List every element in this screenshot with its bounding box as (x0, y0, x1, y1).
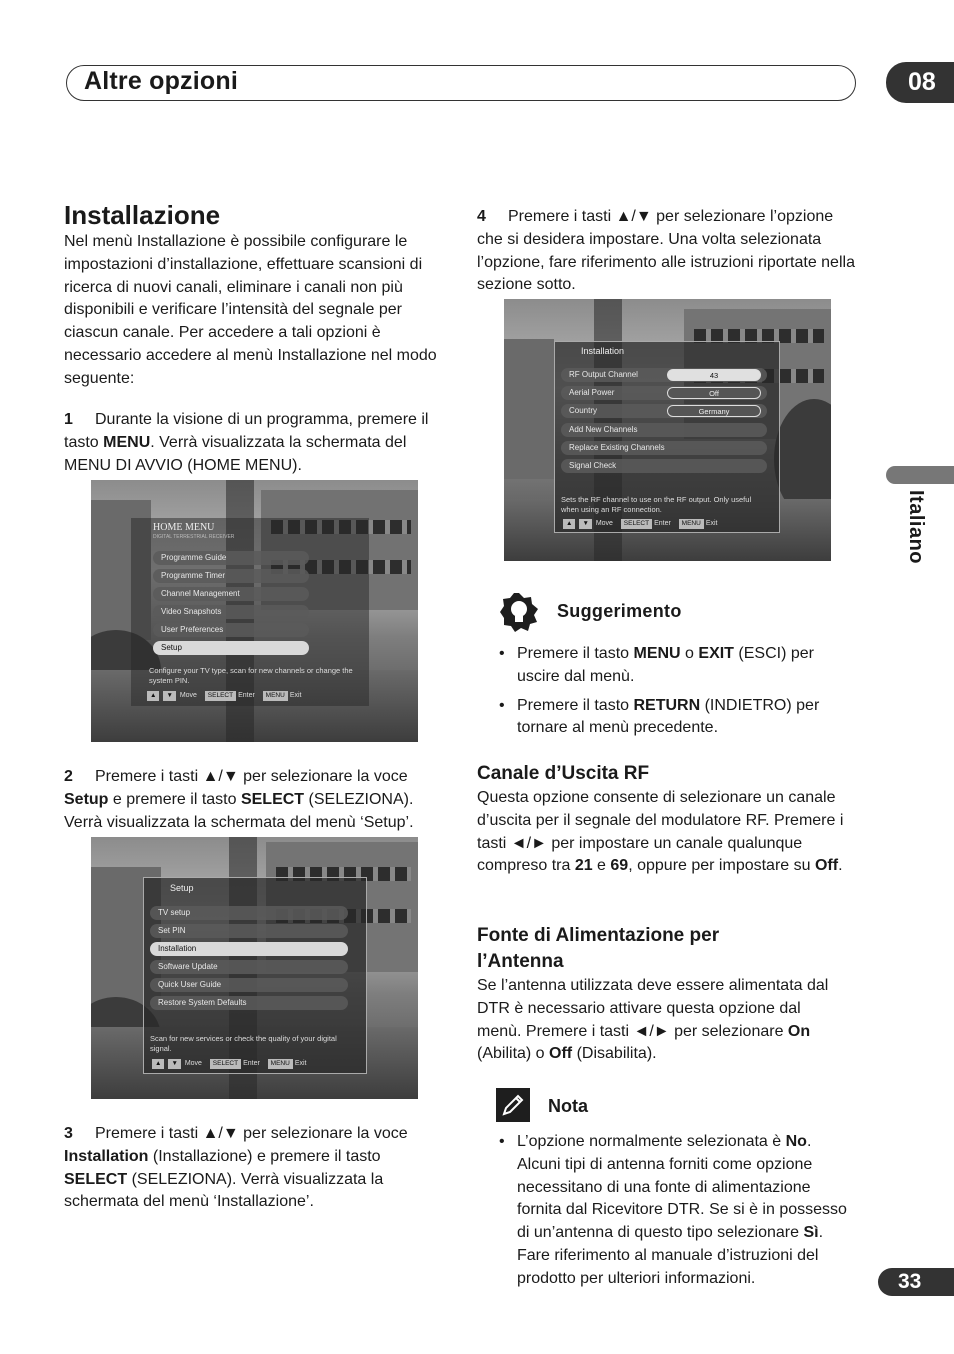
step-number: 2 (64, 768, 73, 785)
tip-text: Premere il tasto (517, 696, 634, 714)
footer-enter: Enter (654, 520, 671, 527)
menu-item[interactable]: Country (561, 404, 767, 418)
tip-text: Premere il tasto (517, 645, 634, 662)
menu-item[interactable]: Replace Existing Channels (561, 441, 767, 455)
step-text: Premere i tasti ▲/▼ per selezionare la voce (95, 768, 408, 785)
intro-paragraph (64, 231, 444, 391)
menu-title: Installation (581, 346, 625, 356)
rf-value: 21 (574, 857, 593, 875)
tip-key: RETURN (633, 696, 701, 714)
setup-menu-screenshot (91, 837, 418, 1099)
tip-title: Suggerimento (557, 601, 682, 621)
step-4 (477, 206, 857, 297)
footer-move: Move (179, 692, 197, 699)
pencil-note-icon (496, 1088, 530, 1122)
antenna-text: (Abilita) o (477, 1045, 550, 1063)
language-tab (886, 466, 954, 484)
rf-section (477, 761, 857, 878)
menu-footer: ▲ ▼ Move SELECT Enter MENU Exit (561, 519, 717, 529)
tip-item (497, 695, 857, 741)
footer-select-key: SELECT (210, 1059, 241, 1069)
note-list (497, 1131, 857, 1291)
menu-item[interactable]: Video Snapshots (153, 605, 309, 619)
footer-move: Move (595, 520, 613, 527)
footer-menu-key: MENU (263, 691, 288, 701)
antenna-value: On (787, 1022, 811, 1040)
step-key: SELECT (64, 1170, 128, 1188)
menu-item[interactable]: Channel Management (153, 587, 309, 601)
rf-text: , oppure per impostare su (628, 857, 815, 875)
tip-item (497, 643, 857, 689)
footer-exit: Exit (294, 1060, 307, 1067)
menu-item[interactable]: Programme Timer (153, 569, 309, 583)
step-3 (64, 1123, 444, 1214)
rf-value: Off (814, 857, 839, 875)
country-value[interactable]: Germany (667, 405, 761, 417)
step-key: Installation (64, 1147, 149, 1165)
menu-item[interactable]: Restore System Defaults (150, 996, 348, 1010)
note-text: . Alcuni tipi di antenna forniti come opzione necessitano di una fonte di alimentazione fornita dal Ricevitore DTR. Se si è in possesso di un’antenna di questo tipo selezionare (517, 1133, 847, 1242)
lightbulb-icon (499, 592, 539, 632)
rf-text: e (592, 857, 611, 875)
footer-enter: Enter (238, 692, 255, 699)
rf-text: Questa opzione consente di selezionare un canale d’uscita per il segnale del modulatore RF. Premere i tasti ◄/► per impostare un canale qualunque compreso tra (477, 789, 844, 875)
page-number: 33 (878, 1268, 954, 1296)
menu-item-selected[interactable]: Installation (150, 942, 348, 956)
footer-enter: Enter (243, 1060, 260, 1067)
menu-item-selected[interactable]: Setup (153, 641, 309, 655)
note-item (497, 1131, 857, 1291)
footer-menu-key: MENU (679, 519, 704, 529)
step-text: Premere i tasti ▲/▼ per selezionare l’opzione che si desidera impostare. Una volta selezionata l’opzione, fare riferimento alle istruzioni riportate nella sezione sotto. (477, 208, 855, 294)
note-text: . Fare riferimento al manuale d’istruzioni del prodotto per ulteriori informazioni. (517, 1224, 824, 1287)
antenna-text: Se l’antenna utilizzata deve essere alimentata dal DTR è necessario attivare questa opzione dal menù. Premere i tasti ◄/► per selezionare (477, 977, 829, 1040)
tip-list (497, 643, 857, 740)
menu-help: Sets the RF channel to use on the RF output. Only useful when using an RF connection. (561, 495, 752, 514)
antenna-value: Off (549, 1045, 573, 1063)
menu-title: HOME MENU (153, 522, 215, 533)
footer-exit: Exit (705, 520, 718, 527)
footer-select-key: SELECT (205, 691, 236, 701)
section-title: Installazione (64, 200, 221, 230)
note-title: Nota (548, 1096, 588, 1116)
menu-footer: ▲ ▼ Move SELECT Enter MENU Exit (150, 1059, 306, 1069)
chapter-number: 08 (886, 62, 954, 103)
tip-text: (ESCI) per uscire dal menù. (517, 645, 814, 685)
menu-help: Configure your TV type, scan for new channels or change the system PIN. (149, 666, 353, 685)
footer-exit: Exit (289, 692, 302, 699)
menu-item[interactable]: Set PIN (150, 924, 348, 938)
intro-text: Nel menù Installazione è possibile configurare le impostazioni d’installazione, effettuare scansioni di ricerca di nuovi canali, eliminare i canali non più disponibili e verificare l’intensità del segnale per ciascun canale. Per accedere a tali opzioni è necessario accedere al menù Installazione nel modo seguente: (64, 233, 437, 387)
step-number: 1 (64, 411, 73, 428)
menu-title: Setup (170, 883, 194, 893)
note-text: L’opzione normalmente selezionata è (517, 1133, 786, 1150)
step-text: Durante la visione di un programma, premere il tasto (64, 411, 429, 451)
step-text: (Installazione) e premere il tasto (148, 1147, 381, 1165)
menu-item[interactable]: Programme Guide (153, 551, 309, 565)
tip-key: EXIT (698, 645, 734, 662)
menu-item[interactable]: User Preferences (153, 623, 309, 637)
footer-menu-key: MENU (268, 1059, 293, 1069)
rf-value: 69 (610, 857, 629, 875)
antenna-section (477, 923, 847, 1066)
menu-item[interactable]: Add New Channels (561, 423, 767, 437)
tip-text: o (680, 645, 699, 662)
note-value: Sì (803, 1224, 819, 1242)
tip-key: MENU (633, 645, 681, 662)
menu-item[interactable]: RF Output Channel (561, 368, 767, 382)
antenna-text: (Disabilita). (572, 1045, 657, 1063)
step-1 (64, 409, 444, 477)
menu-subtitle: DIGITAL TERRESTRIAL RECEIVER (153, 534, 235, 540)
menu-item[interactable]: Signal Check (561, 459, 767, 473)
menu-item[interactable]: TV setup (150, 906, 348, 920)
rf-channel-value[interactable]: 43 (667, 369, 761, 381)
menu-footer: ▲ ▼ Move SELECT Enter MENU Exit (145, 691, 301, 701)
setup-menu-panel (143, 877, 367, 1074)
step-2 (64, 766, 444, 834)
menu-item[interactable]: Quick User Guide (150, 978, 348, 992)
footer-move: Move (184, 1060, 202, 1067)
language-label: Italiano (905, 490, 927, 565)
home-menu-panel (131, 518, 369, 706)
menu-item[interactable]: Aerial Power (561, 386, 767, 400)
step-number: 4 (477, 208, 486, 225)
antenna-title: Fonte di Alimentazione per l’Antenna (477, 925, 720, 972)
menu-help: Scan for new services or check the quality of your digital signal. (150, 1034, 337, 1053)
rf-title: Canale d’Uscita RF (477, 763, 650, 784)
step-text: Premere i tasti ▲/▼ per selezionare la voce (95, 1125, 408, 1142)
home-menu-screenshot (91, 480, 418, 742)
step-text: e premere il tasto (108, 790, 241, 808)
rf-text: . (838, 857, 843, 875)
step-key: MENU (103, 433, 151, 451)
tip-text: (INDIETRO) per tornare al menù precedente. (517, 696, 820, 737)
step-text: (SELEZIONA). Verrà visualizzata la schermata del menù ‘Setup’. (64, 790, 414, 831)
header-title: Altre opzioni (84, 67, 238, 95)
footer-select-key: SELECT (621, 519, 652, 529)
installation-menu-panel (554, 341, 780, 533)
aerial-power-value[interactable]: Off (667, 387, 761, 399)
note-value: No (785, 1133, 807, 1150)
menu-item[interactable]: Software Update (150, 960, 348, 974)
step-key: SELECT (240, 790, 305, 808)
installation-menu-screenshot (504, 299, 831, 561)
step-key: Setup (64, 790, 109, 808)
step-number: 3 (64, 1125, 73, 1142)
step-text: (SELEZIONA). Verrà visualizzata la schermata del menù ‘Installazione’. (64, 1170, 384, 1211)
step-text: . Verrà visualizzata la schermata del MENU DI AVVIO (HOME MENU). (64, 433, 407, 474)
